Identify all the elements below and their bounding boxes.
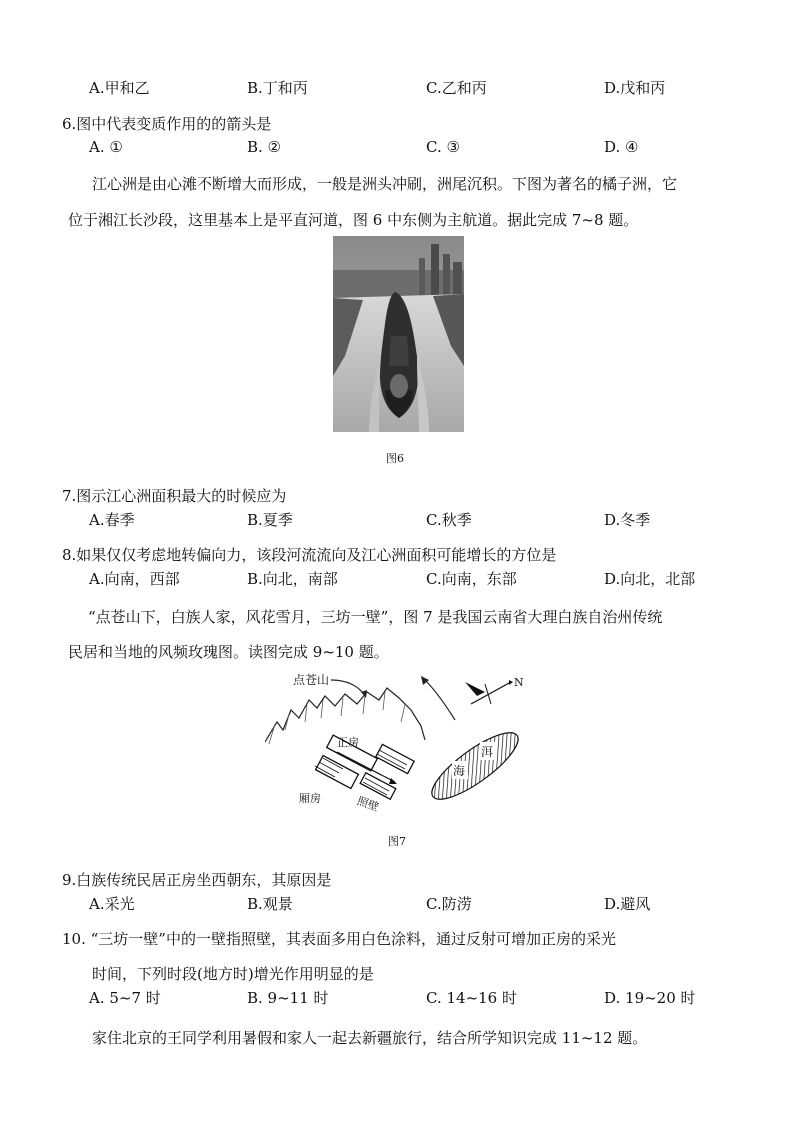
figure7-caption: 图7 — [388, 835, 406, 848]
figure6-island-photo — [333, 236, 464, 432]
figure7-diagram — [265, 670, 530, 818]
q7-option-a: A.春季 — [89, 511, 135, 529]
q6-option-a: A. ① — [89, 138, 123, 156]
q6-option-c: C. ③ — [426, 138, 460, 156]
q6-option-d: D. ④ — [604, 138, 639, 156]
q7-option-d: D.冬季 — [604, 511, 651, 529]
q8-option-a: A.向南，西部 — [89, 570, 180, 588]
q10-option-b: B. 9~11 时 — [247, 989, 329, 1007]
q10-stem-line1: 10. “三坊一壁”中的一壁指照壁，其表面多用白色涂料，通过反射可增加正房的采光 — [62, 930, 616, 948]
q9-option-a: A.采光 — [89, 895, 135, 913]
q9-option-d: D.避风 — [604, 895, 651, 913]
q8-option-b: B.向北，南部 — [247, 570, 338, 588]
passage1-line2: 位于湘江长沙段，这里基本上是平直河道，图 6 中东侧为主航道。据此完成 7~8 题。 — [68, 211, 639, 229]
label-main-house: 正房 — [337, 736, 359, 749]
wind-rose-symbol — [465, 682, 485, 696]
q10-option-c: C. 14~16 时 — [426, 989, 517, 1007]
label-north: N — [514, 676, 524, 689]
q9-option-c: C.防涝 — [426, 895, 472, 913]
q9-stem: 9.白族传统民居正房坐西朝东，其原因是 — [62, 871, 332, 889]
q8-option-c: C.向南，东部 — [426, 570, 517, 588]
q8-option-d: D.向北，北部 — [604, 570, 696, 588]
q10-option-a: A. 5~7 时 — [89, 989, 161, 1007]
q7-option-b: B.夏季 — [247, 511, 293, 529]
passage3-line1: 家住北京的王同学利用暑假和家人一起去新疆旅行，结合所学知识完成 11~12 题。 — [92, 1029, 648, 1047]
label-mountain: 点苍山 — [293, 673, 330, 687]
erhai-lake — [424, 722, 527, 809]
label-lake-b: 洱 — [481, 745, 494, 759]
label-side-house: 厢房 — [299, 792, 321, 805]
q10-stem-line2: 时间，下列时段(地方时)增光作用明显的是 — [92, 965, 374, 983]
mountain-pointer — [331, 680, 365, 696]
label-screen-wall: 照壁 — [355, 794, 381, 814]
q7-option-c: C.秋季 — [426, 511, 472, 529]
passage2-line2: 民居和当地的风频玫瑰图。读图完成 9~10 题。 — [68, 643, 389, 661]
q6-option-b: B. ② — [247, 138, 282, 156]
q5-option-d: D.戊和丙 — [604, 79, 666, 97]
q9-option-b: B.观景 — [247, 895, 293, 913]
curved-arrow — [425, 680, 455, 720]
q10-option-d: D. 19~20 时 — [604, 989, 696, 1007]
q5-option-a: A.甲和乙 — [89, 79, 150, 97]
label-lake-a: 海 — [453, 764, 466, 778]
q6-stem: 6.图中代表变质作用的的箭头是 — [62, 115, 272, 133]
figure6-caption: 图6 — [386, 452, 404, 465]
q7-stem: 7.图示江心洲面积最大的时候应为 — [62, 487, 287, 505]
q5-option-c: C.乙和丙 — [426, 79, 487, 97]
dwelling-plan — [315, 735, 414, 799]
q5-option-b: B.丁和丙 — [247, 79, 308, 97]
passage2-line1: “点苍山下，白族人家，风花雪月，三坊一壁”，图 7 是我国云南省大理白族自治州传统 — [88, 608, 663, 626]
q8-stem: 8.如果仅仅考虑地转偏向力，该段河流流向及江心洲面积可能增长的方位是 — [62, 546, 557, 564]
passage1-line1: 江心洲是由心滩不断增大而形成，一般是洲头冲刷，洲尾沉积。下图为著名的橘子洲，它 — [92, 175, 678, 193]
